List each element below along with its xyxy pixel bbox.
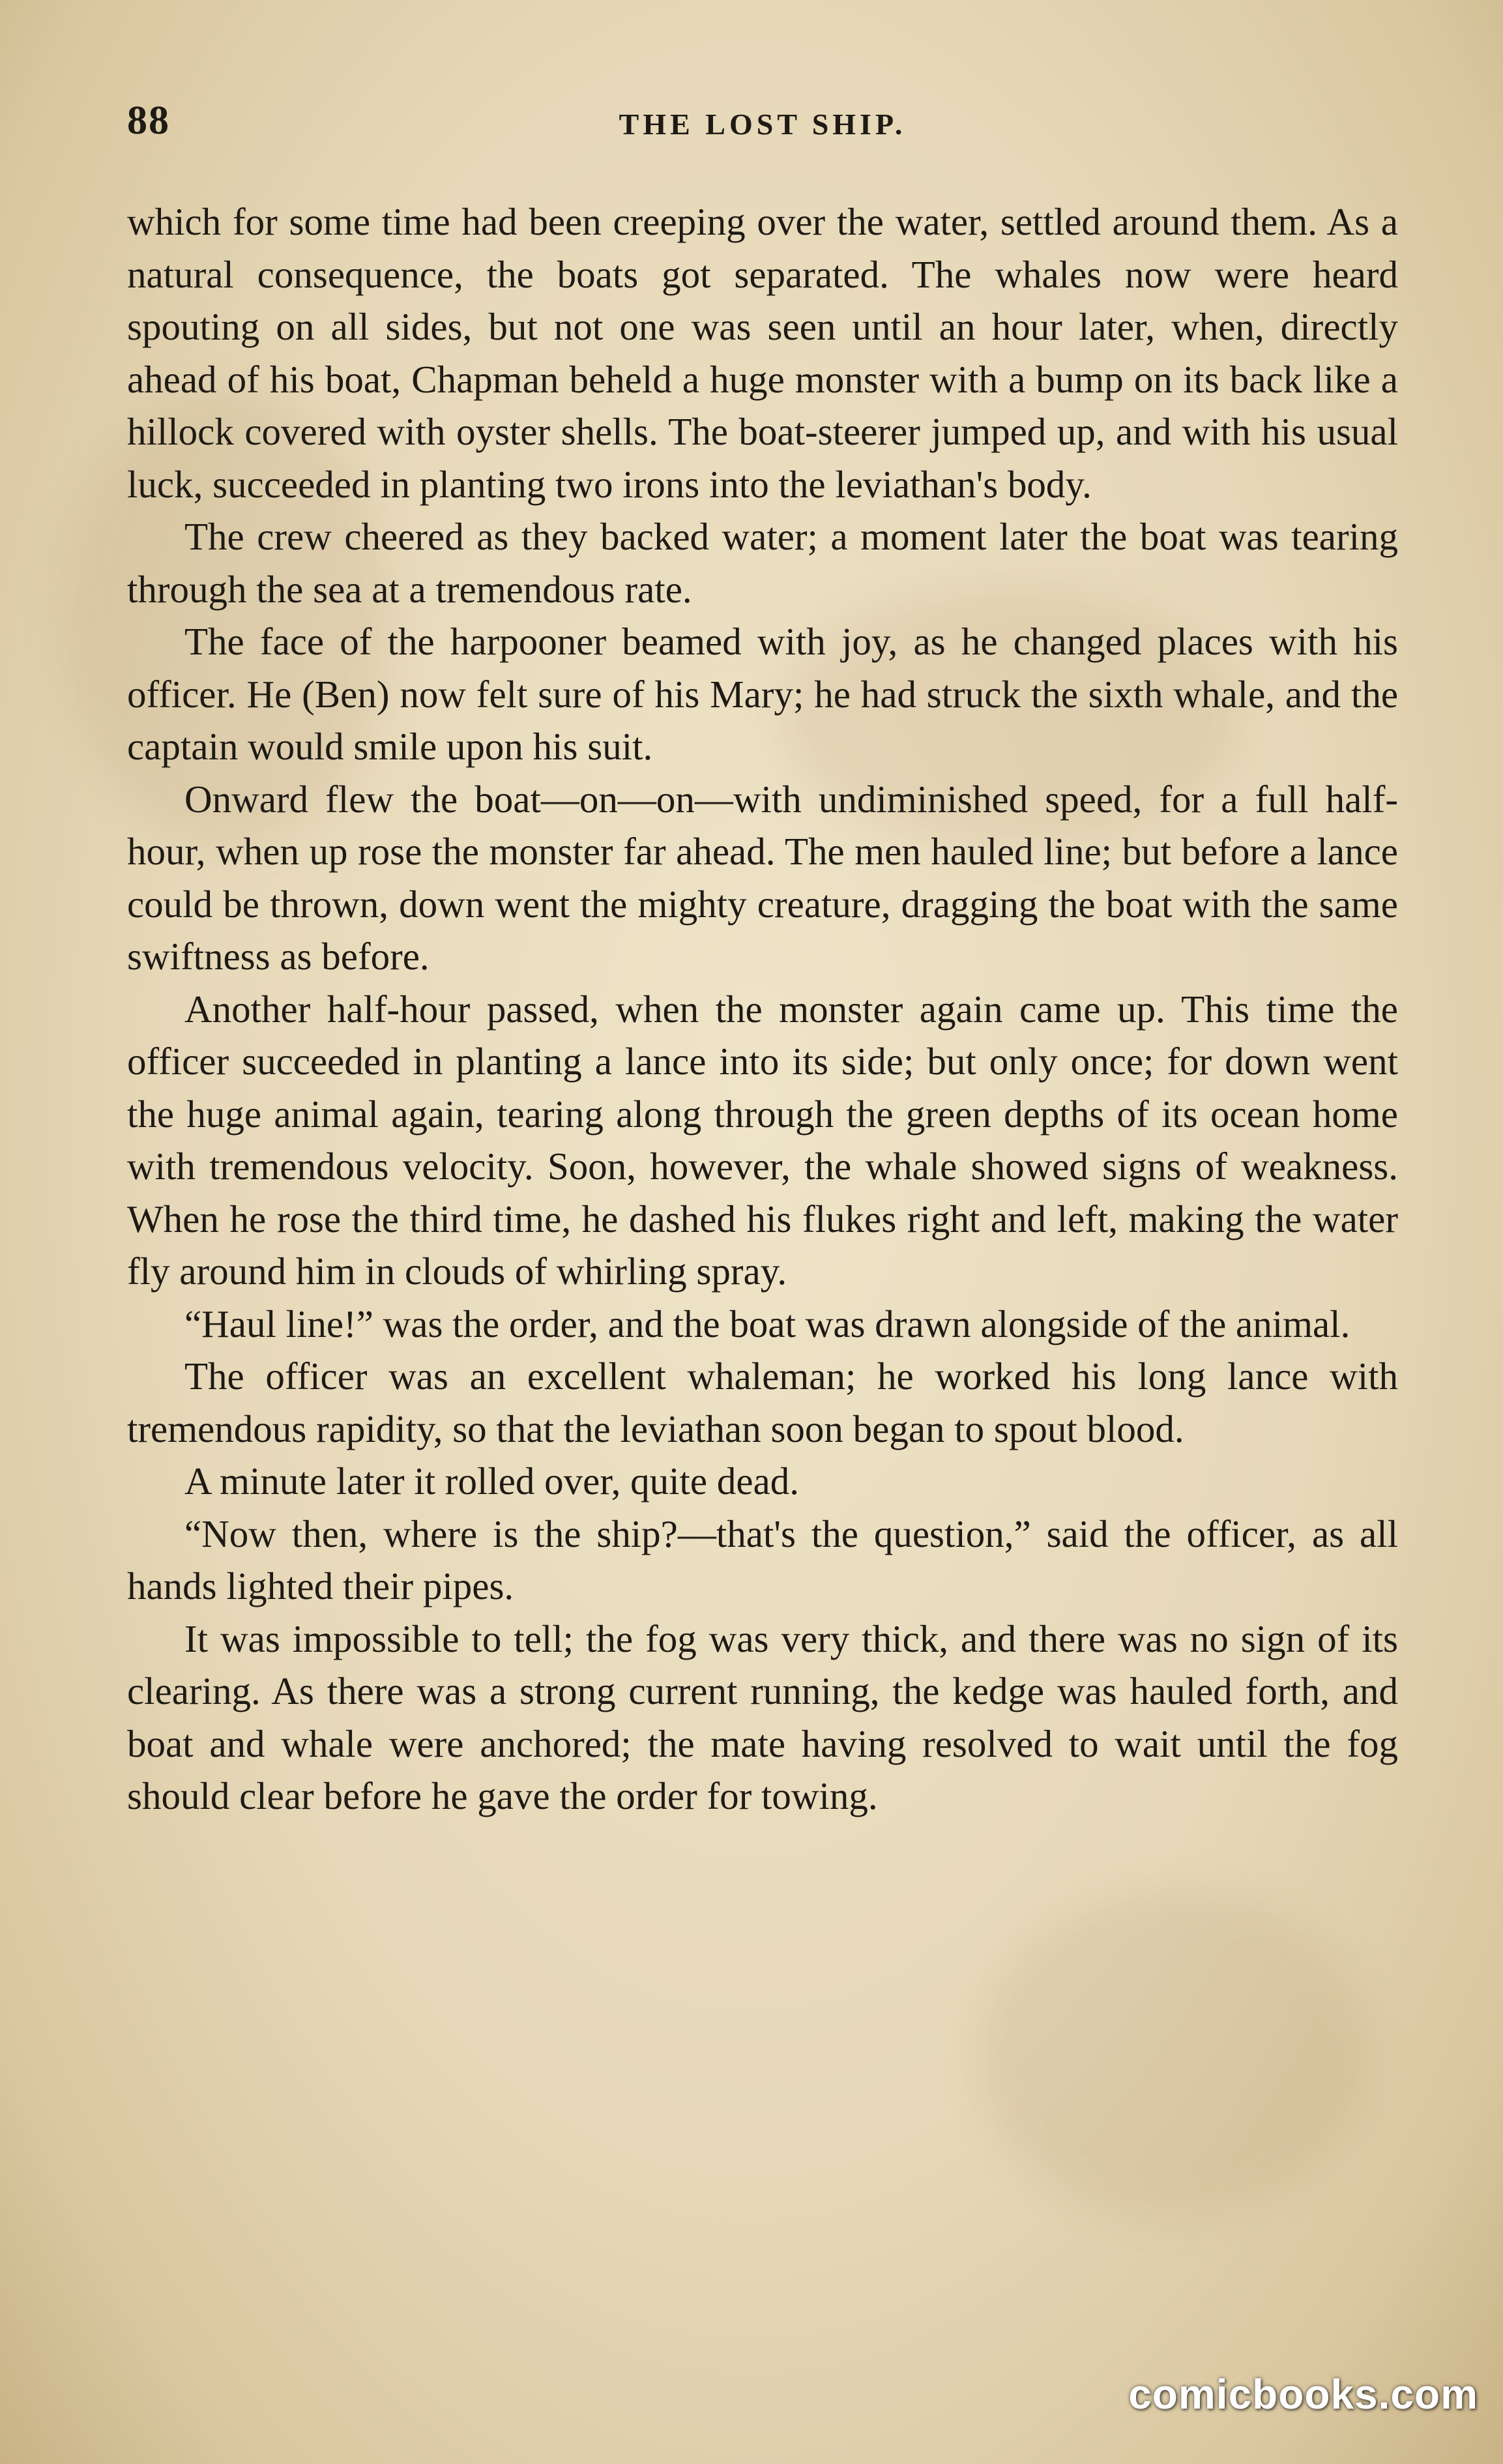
paragraph: The officer was an excellent whaleman; he worked his long lance with tremendous rapidity, so that the leviathan soon began to spout blood. (127, 1355, 1398, 1450)
paper-stain (978, 1890, 1369, 2216)
paragraph: The crew cheered as they backed water; a moment later the boat was tearing through the sea at a tremendous rate. (127, 515, 1398, 611)
paragraph: “Haul line!” was the order, and the boat was drawn alongside of the animal. (184, 1302, 1350, 1345)
page-number: 88 (127, 98, 170, 143)
paragraph: which for some time had been creeping over the water, settled around them. As a natural consequence, the boats got separated. The whales now were heard spouting on all sides, but not one was seen until an hour later, when, directly ahead of his boat, Chapman beheld a huge monster with a bump on its back like a hillock covered with oyster shells. The boat-steerer jumped up, and with his usual luck, succeeded in planting two irons into the leviathan's body. (127, 200, 1398, 506)
paragraph: “Now then, where is the ship?—that's the question,” said the officer, as all hands lighted their pipes. (127, 1512, 1398, 1607)
page-header (127, 98, 1398, 156)
paragraph: It was impossible to tell; the fog was very thick, and there was no sign of its clearing. As there was a strong current running, the kedge was hauled forth, and boat and whale were anchored; the mate having resolved to wait until the fog should clear before he gave the order for towing. (127, 1617, 1398, 1817)
paragraph: Onward flew the boat—on—on—with undiminished speed, for a full half-hour, when up rose the monster far ahead. The men hauled line; but before a lance could be thrown, down went the mighty creature, dragging the boat with the same swiftness as before. (127, 777, 1398, 978)
body-text (127, 196, 1398, 1823)
paragraph: Another half-hour passed, when the monster again came up. This time the officer succeeded in planting a lance into its side; but only once; for down went the huge animal again, tearing along through the green depths of its ocean home with tremendous velocity. Soon, however, the whale showed signs of weakness. When he rose the third time, he dashed his flukes right and left, making the water fly around him in clouds of whirling spray. (127, 987, 1398, 1293)
site-watermark: comicbooks.com (1128, 2371, 1478, 2418)
running-title: THE LOST SHIP. (619, 108, 907, 141)
paragraph: A minute later it rolled over, quite dead. (184, 1459, 799, 1503)
paragraph: The face of the harpooner beamed with joy, as he changed places with his officer. He (Ben) now felt sure of his Mary; he had struck the sixth whale, and the captain would smile upon his suit. (127, 620, 1398, 768)
